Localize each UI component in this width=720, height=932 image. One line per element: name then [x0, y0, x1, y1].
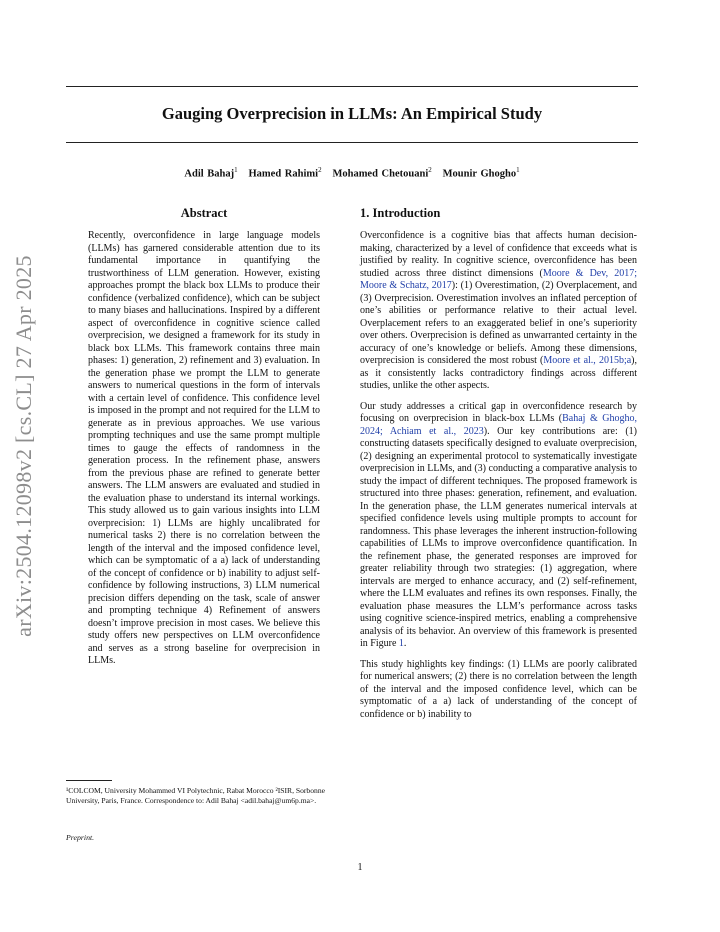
arxiv-stamp: arXiv:2504.12098v2 [cs.CL] 27 Apr 2025 [11, 255, 36, 637]
author-name: Mohamed Chetouani [332, 168, 429, 180]
intro-paragraph-1 [360, 230, 637, 393]
intro-text: ). Our key contributions are: (1) constructing datasets specifically designed to evaluate overprecision, (2) designing an experimental protocol to systematically investigate overprecision in LLMs, and (3) conducting a comparative analysis to study the impact of different techniques. The proposed framework is structured into three phases: generation, refinement, and evaluation. In the generation phase, the LLM generates numerical intervals at specified confidence levels using multiple prompts to account for randomness. This phase leverages the inherent instruction-following capabilities of LLMs to improve overconfidence quantification. In the refinement phase, the generated responses are improved for greater reliability through two strategies: (1) aggregation, where intervals are merged to enhance accuracy, and (2) self-refinement, where the LLM evaluates and refines its own responses. Finally, the evaluation phase measures the LLM’s performance across tasks using cognitive science-inspired metrics, enabling a comprehensive analysis of its behavior. An overview of this framework is presented in Figure [360, 425, 637, 649]
figure-reference-link[interactable]: 1 [398, 638, 404, 649]
intro-paragraph-3: This study highlights key findings: (1) LLMs are poorly calibrated for numerical answers; (2) there is no correlation between the length of the interval and the imposed confidence level, which can be symptomatic of a a) lack of understanding of the concept of confidence or b) inability to [360, 658, 637, 720]
citation-link[interactable]: Bahaj & Ghogho, 2024; Achiam et al., 2023 [360, 413, 637, 437]
author-affiliation: 1 [234, 166, 238, 174]
footnote: ¹COLCOM, University Mohammed VI Polytechnic, Rabat Morocco ²ISIR, Sorbonne University, Paris, France. Correspondence to: Adil Bahaj <adil.bahaj@um6p.ma>. [66, 786, 325, 805]
intro-paragraph-2 [360, 401, 637, 651]
top-rule [66, 86, 638, 87]
intro-text: . [403, 638, 407, 649]
abstract-column [88, 206, 320, 676]
introduction-heading: 1. Introduction [360, 206, 441, 220]
author-list [66, 166, 638, 180]
author-affiliation: 2 [428, 166, 432, 174]
author-name: Adil Bahaj [184, 168, 235, 180]
abstract-heading: Abstract [180, 206, 228, 220]
author-name: Mounir Ghogho [442, 168, 517, 180]
footnote-rule [66, 780, 112, 781]
intro-text: Overconfidence is a cognitive bias that affects human decision-making, characterized by a level of confidence that exceeds what is justified by reality. In cognitive science, overconfidence has been studied across three distinct dimensions ( [360, 230, 637, 279]
intro-text: ), as it consistently lacks contradictory findings across different studies, unlike the other aspects. [360, 355, 638, 391]
citation-link[interactable]: Moore & Dev, 2017; Moore & Schatz, 2017 [360, 267, 637, 291]
preprint-label: Preprint. [66, 833, 95, 842]
abstract-text: Recently, overconfidence in large language models (LLMs) has garnered considerable attention due to its fundamental importance in quantifying the trustworthiness of LLM generation. However, existing approaches prompt the black box LLMs to produce their confidence (verbalized confidence), which can be subject to many biases and hallucinations. Inspired by a different aspect of overconfidence in cognitive science called overprecision, we designed a framework for its study in black box LLMs. This framework contains three main phases: 1) generation, 2) refinement and 3) evaluation. In the generation phase we prompt the LLM to generate answers to numerical questions in the form of intervals with a certain level of confidence. This confidence level is imposed in the prompt and not required for the LLM to generate as in previous approaches. We use various prompting techniques and use the same prompt multiple times to gauge the effects of randomness in the generation process. In the refinement phase, answers from the previous phase are refined to generate better answers. The LLM answers are evaluated and studied in the evaluation phase to understand its internal workings. This study allowed us to gain various insights into LLM overprecision: 1) LLMs are highly uncalibrated for numerical tasks 2) there is no correlation between the length of the interval and the imposed confidence level, which can be symptomatic of a a) lack of understanding of the concept of confidence or b) inability to adjust self-confidence by following instructions, 3) LLM numerical precision differs depending on the task, scale of answer and prompting technique 4) Refinement of answers doesn’t improve precision in most cases. We believe this study offers new perspectives on LLM overconfidence and serves as a strong baseline for overprecision in LLMs. [88, 230, 320, 666]
page-number: 1 [357, 862, 363, 873]
author-affiliation: 2 [318, 166, 322, 174]
citation-link[interactable]: Moore et al., 2015b;a [543, 355, 632, 366]
intro-text: Our study addresses a critical gap in overconfidence research by focusing on overprecision in black-box LLMs ( [360, 400, 637, 424]
paper-title: Gauging Overprecision in LLMs: An Empirical Study [161, 104, 543, 123]
introduction-column [360, 206, 637, 729]
author-name: Hamed Rahimi [248, 168, 319, 180]
intro-text: ): (1) Overestimation, (2) Overplacement, and (3) Overprecision. Overestimation involves an inflated perception of one’s abilities or performance relative to their actual level. Overplacement refers to an exaggerated belief in one’s superiority over others. Overprecision is defined as unwarranted certainty in the accuracy of one’s knowledge or beliefs. Among these dimensions, overprecision is considered the most robust ( [360, 280, 638, 366]
title-bottom-rule [66, 142, 638, 143]
author-affiliation: 1 [516, 166, 520, 174]
